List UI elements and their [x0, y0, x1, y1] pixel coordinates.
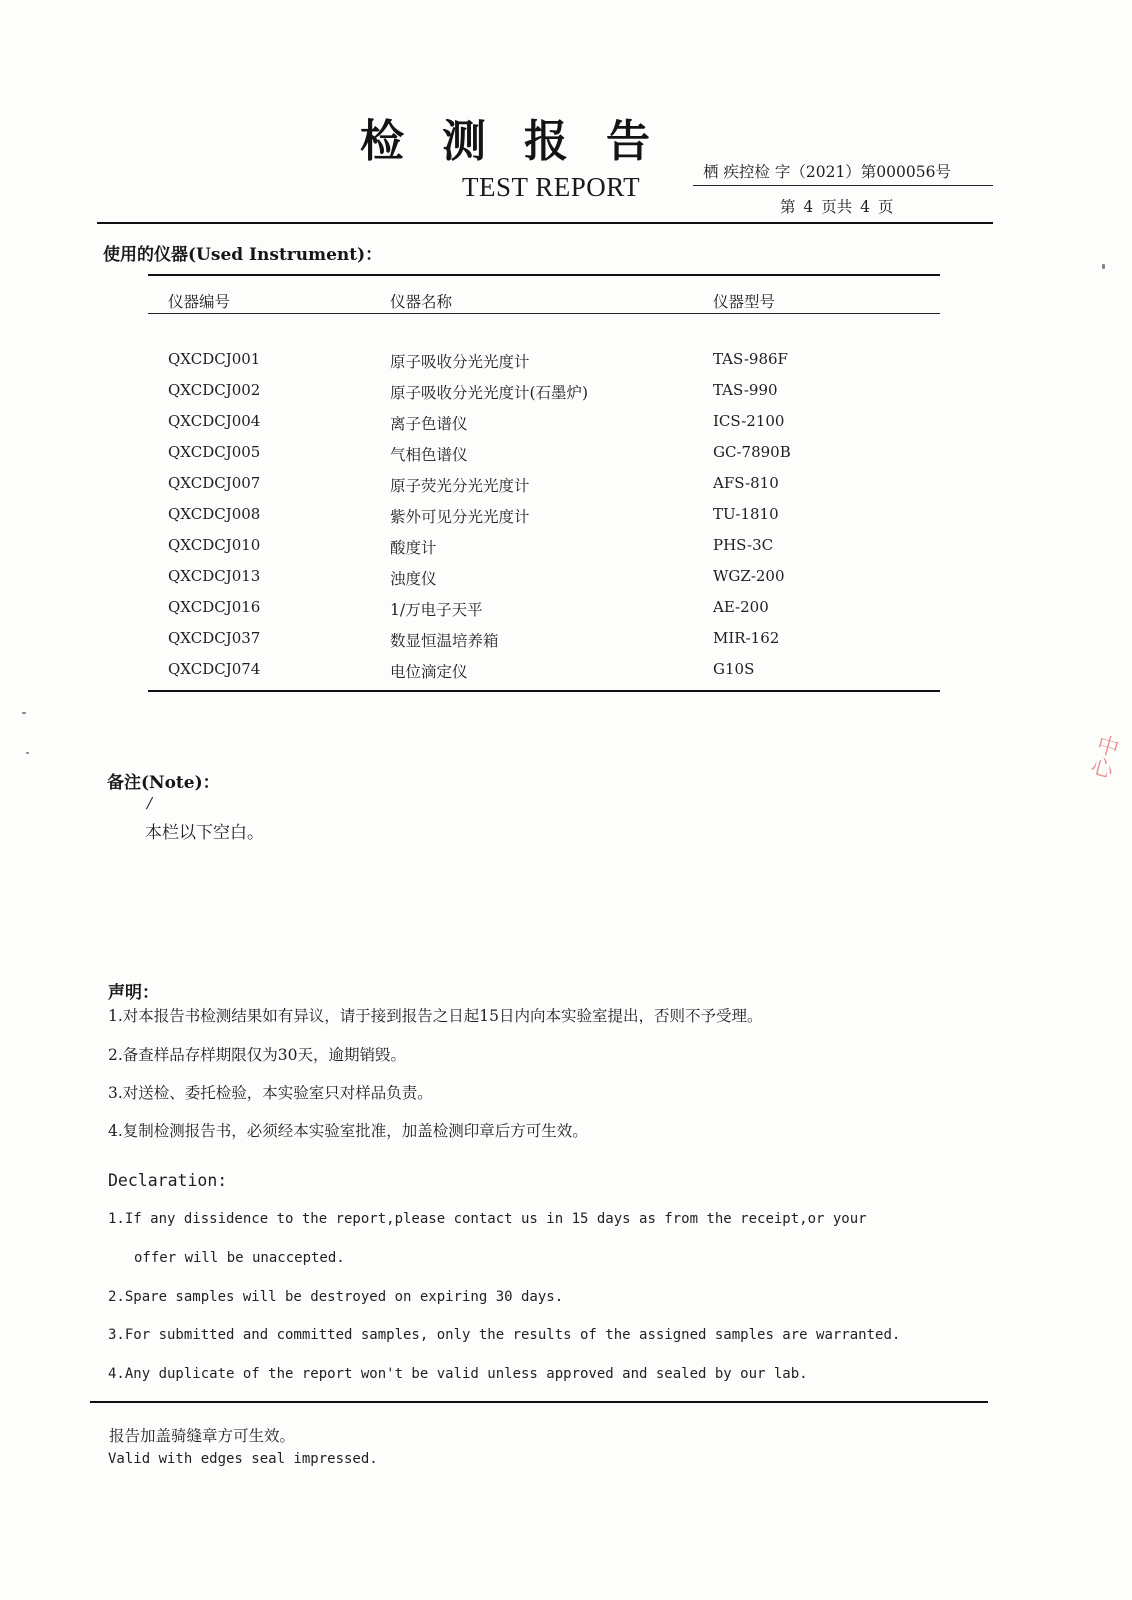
table-row	[0, 381, 1132, 412]
instrument-id-cell: QXCDCJ010	[168, 536, 261, 554]
instrument-id-cell: QXCDCJ002	[168, 381, 261, 399]
instrument-name-cell: 原子荧光分光光度计	[390, 477, 530, 495]
instrument-id-cell: QXCDCJ001	[168, 350, 261, 368]
declaration-en-item-continued: offer will be unaccepted.	[134, 1250, 345, 1266]
table-row	[0, 474, 1132, 505]
edge-seal-stamp: 中心	[1085, 731, 1122, 781]
declaration-cn-item: 3.对送检、委托检验，本实验室只对样品负责。	[108, 1084, 433, 1102]
instrument-id-cell: QXCDCJ004	[168, 412, 261, 430]
declaration-en-item: 3.For submitted and committed samples, only the results of the assigned samples are warranted.	[108, 1327, 901, 1343]
declaration-cn-item: 4.复制检测报告书，必须经本实验室批准，加盖检测印章后方可生效。	[108, 1122, 588, 1140]
table-row	[0, 443, 1132, 474]
scan-speck	[1102, 264, 1105, 269]
table-row	[0, 629, 1132, 660]
instrument-model-cell: PHS-3C	[713, 536, 774, 554]
instrument-model-cell: TU-1810	[713, 505, 779, 523]
instrument-name-cell: 浊度仪	[390, 570, 437, 588]
instrument-name-cell: 离子色谱仪	[390, 415, 468, 433]
instrument-model-cell: ICS-2100	[713, 412, 785, 430]
table-row	[0, 350, 1132, 381]
declaration-en-item: 1.If any dissidence to the report,please contact us in 15 days as from the receipt,or your	[108, 1211, 867, 1227]
note-label: 备注(Note)：	[107, 773, 220, 793]
scan-speck	[22, 712, 26, 714]
instrument-model-cell: TAS-990	[713, 381, 778, 399]
instrument-id-cell: QXCDCJ037	[168, 629, 261, 647]
note-text: 本栏以下空白。	[145, 823, 264, 843]
declaration-cn-item: 1.对本报告书检测结果如有异议，请于接到报告之日起15日内向本实验室提出，否则不予受理。	[108, 1007, 763, 1025]
instrument-id-cell: QXCDCJ007	[168, 474, 261, 492]
instrument-id-cell: QXCDCJ013	[168, 567, 261, 585]
column-header-model: 仪器型号	[713, 293, 776, 311]
scan-speck	[26, 752, 29, 754]
table-row	[0, 567, 1132, 598]
instrument-model-cell: AE-200	[713, 598, 769, 616]
instruments-section-label: 使用的仪器(Used Instrument)：	[103, 245, 383, 265]
column-header-name: 仪器名称	[390, 293, 453, 311]
instrument-name-cell: 气相色谱仪	[390, 446, 468, 464]
report-number-underline	[693, 185, 993, 186]
instrument-name-cell: 原子吸收分光光度计	[390, 353, 530, 371]
table-row	[0, 660, 1132, 691]
table-bottom-rule	[148, 690, 940, 692]
instrument-name-cell: 1/万电子天平	[390, 601, 483, 619]
instrument-model-cell: TAS-986F	[713, 350, 788, 368]
instrument-model-cell: WGZ-200	[713, 567, 785, 585]
title-english: TEST REPORT	[462, 172, 641, 202]
instrument-name-cell: 数显恒温培养箱	[390, 632, 499, 650]
instrument-model-cell: MIR-162	[713, 629, 780, 647]
table-row	[0, 412, 1132, 443]
instrument-name-cell: 原子吸收分光光度计(石墨炉)	[390, 384, 589, 402]
table-row	[0, 536, 1132, 567]
instrument-name-cell: 电位滴定仪	[390, 663, 468, 681]
instrument-id-cell: QXCDCJ005	[168, 443, 261, 461]
instrument-model-cell: AFS-810	[713, 474, 779, 492]
declaration-cn-label: 声明：	[108, 983, 159, 1003]
report-number: 栖 疾控检 字（2021）第000056号	[703, 163, 951, 181]
instrument-id-cell: QXCDCJ016	[168, 598, 261, 616]
header-divider	[97, 222, 993, 224]
declaration-en-item: 2.Spare samples will be destroyed on expiring 30 days.	[108, 1289, 564, 1305]
footer-divider	[90, 1401, 988, 1403]
table-top-rule	[148, 274, 940, 276]
declaration-en-label: Declaration:	[108, 1171, 228, 1190]
footer-note-cn: 报告加盖骑缝章方可生效。	[109, 1427, 296, 1445]
note-slash: /	[147, 794, 153, 812]
instrument-model-cell: G10S	[713, 660, 755, 678]
declaration-cn-item: 2.备查样品存样期限仅为30天，逾期销毁。	[108, 1046, 407, 1064]
table-header-rule	[148, 313, 940, 314]
declaration-en-item: 4.Any duplicate of the report won't be valid unless approved and sealed by our lab.	[108, 1366, 808, 1382]
instrument-name-cell: 紫外可见分光光度计	[390, 508, 530, 526]
page-number: 第 4 页共 4 页	[780, 198, 894, 216]
instrument-name-cell: 酸度计	[390, 539, 437, 557]
title-chinese: 检测报告	[360, 116, 688, 167]
footer-note-en: Valid with edges seal impressed.	[108, 1451, 378, 1467]
instrument-model-cell: GC-7890B	[713, 443, 791, 461]
instrument-id-cell: QXCDCJ008	[168, 505, 261, 523]
table-row	[0, 598, 1132, 629]
table-row	[0, 505, 1132, 536]
column-header-id: 仪器编号	[168, 293, 231, 311]
instrument-id-cell: QXCDCJ074	[168, 660, 261, 678]
